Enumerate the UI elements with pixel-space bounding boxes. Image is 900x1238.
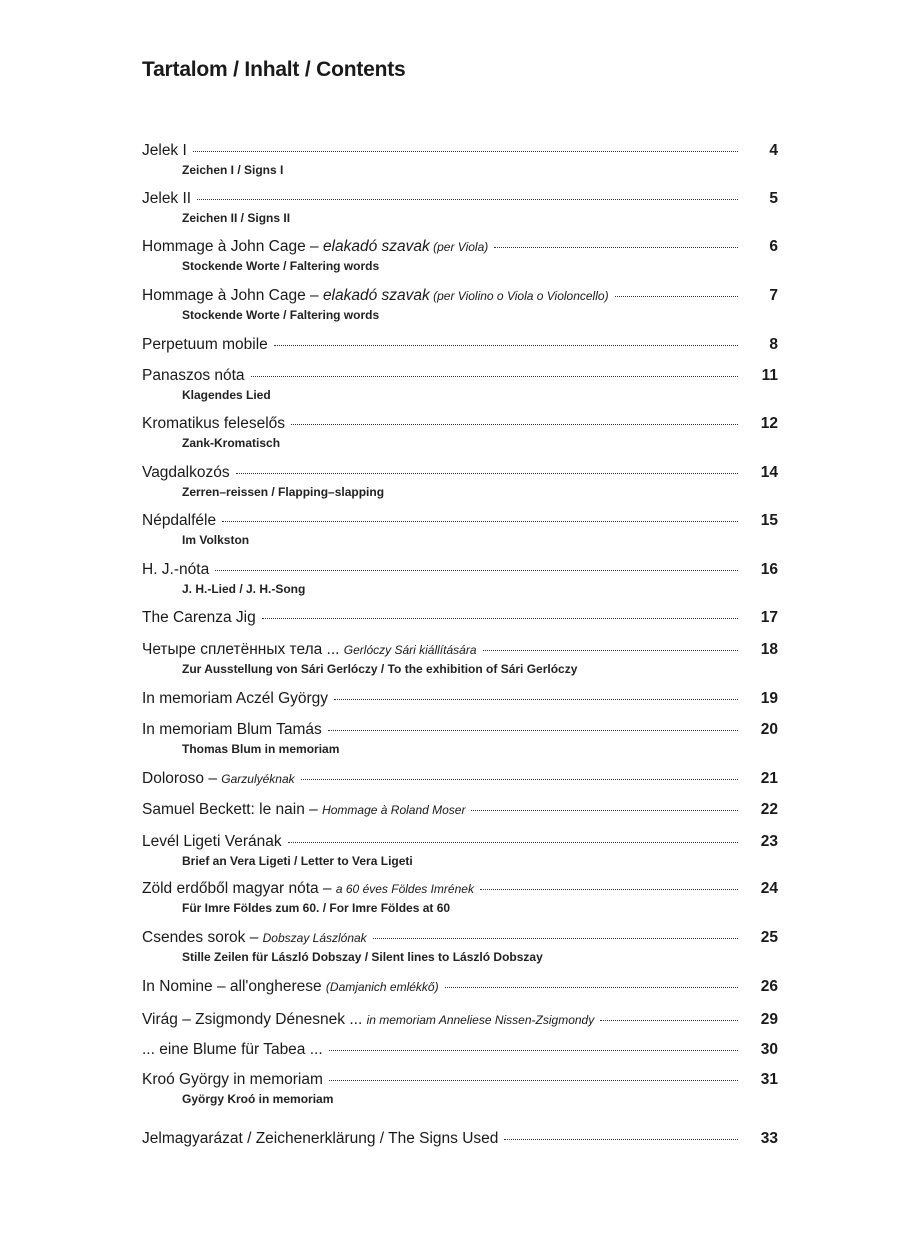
- toc-entry-subtitle: Brief an Vera Ligeti / Letter to Vera Ligeti: [182, 854, 413, 868]
- toc-entry-row: [142, 287, 778, 307]
- toc-page-number: 17: [760, 609, 778, 626]
- toc-entry: [142, 561, 778, 597]
- toc-entry: [142, 464, 778, 500]
- toc-entry-title: [142, 336, 268, 354]
- toc-entry-row: [142, 142, 778, 162]
- toc-page-number: 21: [760, 770, 778, 787]
- dot-leader: [193, 150, 738, 152]
- toc-entry-row: [142, 1071, 778, 1091]
- toc-entry-row: [142, 690, 778, 710]
- toc-entry-title: [142, 880, 474, 898]
- dot-leader: [291, 423, 738, 425]
- toc-entry-subtitle: Stockende Worte / Faltering words: [182, 259, 380, 273]
- toc-entry-row: [142, 770, 778, 790]
- toc-entry-title-main: Samuel Beckett: le nain –: [142, 801, 323, 818]
- toc-entry-row: [142, 609, 778, 629]
- dot-leader: [615, 295, 738, 297]
- toc-page-number: 24: [760, 880, 778, 897]
- toc-page-number: 23: [760, 833, 778, 850]
- toc-page-number: 7: [769, 287, 778, 304]
- toc-entry-dedication: (per Violino o Viola o Violoncello): [429, 289, 609, 303]
- toc-entry-title: [142, 801, 465, 819]
- toc-entry-title: [142, 561, 209, 579]
- toc-entry-title-italic: elakadó szavak: [322, 287, 430, 304]
- toc-page-number: 6: [769, 238, 778, 255]
- toc-entry: [142, 880, 778, 916]
- toc-entry-title-main: Hommage à John Cage –: [142, 287, 323, 304]
- toc-page-number: 22: [760, 801, 778, 818]
- toc-page-number: 20: [760, 721, 778, 738]
- toc-entry: [142, 721, 778, 757]
- toc-entry: [142, 238, 778, 274]
- toc-entry-title: [142, 367, 245, 385]
- toc-entry: [142, 1011, 778, 1031]
- toc-entry: [142, 190, 778, 226]
- toc-entry-row: [142, 929, 778, 949]
- toc-page-number: 33: [760, 1130, 778, 1147]
- toc-entry-title-main: Kromatikus feleselős: [142, 415, 286, 432]
- dot-leader: [215, 569, 738, 571]
- toc-entry-title: [142, 1041, 323, 1059]
- dot-leader: [480, 888, 738, 890]
- toc-entry-subtitle: Zeichen I / Signs I: [182, 163, 284, 177]
- dot-leader: [274, 344, 738, 346]
- toc-entry: [142, 929, 778, 965]
- toc-entry-row: [142, 880, 778, 900]
- toc-entry-title-main: Doloroso –: [142, 770, 222, 787]
- toc-entry-title: [142, 690, 328, 708]
- toc-entry-subtitle: Zank-Kromatisch: [182, 436, 281, 450]
- toc-entry-subtitle: Zeichen II / Signs II: [182, 211, 291, 225]
- toc-page-number: 16: [760, 561, 778, 578]
- toc-entry-row: [142, 978, 778, 998]
- toc-entry-title-main: Vagdalkozós: [142, 464, 230, 481]
- toc-entry-row: [142, 1041, 778, 1061]
- dot-leader: [504, 1138, 738, 1140]
- dot-leader: [222, 520, 738, 522]
- toc-page-number: 8: [769, 336, 778, 353]
- toc-entry-row: [142, 367, 778, 387]
- toc-entry-row: [142, 801, 778, 821]
- toc-entry-subtitle: Stockende Worte / Faltering words: [182, 308, 380, 322]
- toc-entry-title-main: Virág – Zsigmondy Dénesnek ...: [142, 1011, 367, 1028]
- toc-entry-dedication: a 60 éves Földes Imrének: [335, 882, 474, 896]
- toc-entry: [142, 367, 778, 403]
- toc-entry-title: [142, 833, 282, 851]
- toc-entry-dedication: Gerlóczy Sári kiállítására: [343, 643, 477, 657]
- toc-entry-row: [142, 238, 778, 258]
- toc-entry-title-main: Hommage à John Cage –: [142, 238, 323, 255]
- toc-entry: [142, 415, 778, 451]
- toc-page-number: 31: [760, 1071, 778, 1088]
- toc-entry: [142, 609, 778, 629]
- toc-entry-row: [142, 415, 778, 435]
- toc-entry-title: [142, 929, 367, 947]
- toc-entry-title: [142, 287, 609, 305]
- toc-entry-row: [142, 833, 778, 853]
- toc-entry-subtitle: J. H.-Lied / J. H.-Song: [182, 582, 306, 596]
- toc-entry-title-italic: elakadó szavak: [322, 238, 430, 255]
- toc-page-number: 12: [760, 415, 778, 432]
- toc-entry-title-main: Csendes sorok –: [142, 929, 263, 946]
- toc-entry: [142, 770, 778, 790]
- toc-page-number: 19: [760, 690, 778, 707]
- toc-entry: [142, 287, 778, 323]
- toc-entry-title-main: Perpetuum mobile: [142, 336, 268, 353]
- dot-leader: [262, 617, 738, 619]
- toc-page-number: 14: [760, 464, 778, 481]
- toc-entry-title-main: H. J.-nóta: [142, 561, 210, 578]
- dot-leader: [334, 698, 738, 700]
- toc-entry-title: [142, 721, 322, 739]
- toc-entry-title: [142, 609, 256, 627]
- toc-entry-subtitle: Thomas Blum in memoriam: [182, 742, 340, 756]
- dot-leader: [301, 778, 738, 780]
- toc-entry-title: [142, 415, 285, 433]
- toc-entry-title: [142, 1071, 323, 1089]
- toc-page-number: 30: [760, 1041, 778, 1058]
- toc-entry-dedication: (Damjanich emlékkő): [325, 980, 439, 994]
- toc-entry-title-main: Jelmagyarázat / Zeichenerklärung / The Signs Used: [142, 1130, 499, 1147]
- toc-entry-title-main: The Carenza Jig: [142, 609, 256, 626]
- toc-entry-title: [142, 978, 439, 996]
- toc-entry-title-main: Четыре сплетённых тела ...: [142, 641, 344, 658]
- toc-entry: [142, 833, 778, 869]
- toc-entry-title-main: Jelek I: [142, 142, 187, 159]
- toc-entry-title: [142, 770, 295, 788]
- toc-entry-subtitle: Zerren–reissen / Flapping–slapping: [182, 485, 385, 499]
- toc-entry-title: [142, 641, 477, 659]
- toc-entry: [142, 336, 778, 356]
- toc-entry-title: [142, 1130, 498, 1148]
- toc-entry-title: [142, 142, 187, 160]
- toc-entry-dedication: Hommage à Roland Moser: [322, 803, 466, 817]
- dot-leader: [329, 1079, 738, 1081]
- page-title: Tartalom / Inhalt / Contents: [142, 58, 406, 81]
- toc-entry: [142, 512, 778, 548]
- toc-entry: [142, 142, 778, 178]
- toc-entry-title-main: In memoriam Aczél György: [142, 690, 329, 707]
- toc-entry-subtitle: György Kroó in memoriam: [182, 1092, 334, 1106]
- toc-page-number: 15: [760, 512, 778, 529]
- toc-entry-title-main: Panaszos nóta: [142, 367, 245, 384]
- dot-leader: [328, 729, 738, 731]
- toc-entry-title: [142, 512, 216, 530]
- toc-entry-subtitle: Für Imre Földes zum 60. / For Imre Földes at 60: [182, 901, 451, 915]
- toc-entry-row: [142, 1011, 778, 1031]
- toc-entry-row: [142, 190, 778, 210]
- toc-entry-row: [142, 561, 778, 581]
- toc-entry-title-main: In memoriam Blum Tamás: [142, 721, 322, 738]
- toc-entry: [142, 690, 778, 710]
- dot-leader: [494, 246, 738, 248]
- toc-entry: [142, 801, 778, 821]
- dot-leader: [236, 472, 738, 474]
- dot-leader: [483, 649, 739, 651]
- toc-entry-subtitle: Im Volkston: [182, 533, 250, 547]
- toc-entry-subtitle: Stille Zeilen für László Dobszay / Silent lines to László Dobszay: [182, 950, 543, 964]
- toc-entry-title-main: ... eine Blume für Tabea ...: [142, 1041, 323, 1058]
- toc-page-number: 5: [769, 190, 778, 207]
- dot-leader: [251, 375, 738, 377]
- toc-page-number: 26: [760, 978, 778, 995]
- toc-entry-row: [142, 721, 778, 741]
- toc-page-number: 25: [760, 929, 778, 946]
- toc-entry-title-main: In Nomine – all'ongherese: [142, 978, 326, 995]
- toc-entry-title: [142, 1011, 594, 1029]
- toc-entry: [142, 1130, 778, 1150]
- dot-leader: [373, 937, 738, 939]
- toc-entry-title: [142, 190, 191, 208]
- toc-entry-title-main: Zöld erdőből magyar nóta –: [142, 880, 336, 897]
- toc-entry-subtitle: Zur Ausstellung von Sári Gerlóczy / To the exhibition of Sári Gerlóczy: [182, 662, 578, 676]
- toc-page-number: 11: [761, 367, 778, 384]
- toc-entry-title-main: Népdalféle: [142, 512, 217, 529]
- toc-entry-title: [142, 238, 488, 256]
- dot-leader: [471, 809, 738, 811]
- toc-entry-title-main: Kroó György in memoriam: [142, 1071, 323, 1088]
- dot-leader: [197, 198, 738, 200]
- toc-entry: [142, 641, 778, 677]
- dot-leader: [445, 986, 738, 988]
- toc-entry-subtitle: Klagendes Lied: [182, 388, 271, 402]
- toc-page-number: 18: [760, 641, 778, 658]
- toc-entry-dedication: Garzulyéknak: [221, 772, 295, 786]
- toc-entry-title: [142, 464, 230, 482]
- toc-entry-dedication: in memoriam Anneliese Nissen-Zsigmondy: [366, 1013, 595, 1027]
- toc-entry-row: [142, 1130, 778, 1150]
- toc-entry: [142, 978, 778, 998]
- toc-entry-dedication: Dobszay Lászlónak: [262, 931, 367, 945]
- dot-leader: [288, 841, 738, 843]
- toc-entry-title-main: Levél Ligeti Verának: [142, 833, 282, 850]
- toc-entry-dedication: (per Viola): [429, 240, 489, 254]
- toc-page-number: 29: [760, 1011, 778, 1028]
- toc-entry-row: [142, 641, 778, 661]
- toc-entry-row: [142, 512, 778, 532]
- toc-entry-row: [142, 464, 778, 484]
- toc-entry-title-main: Jelek II: [142, 190, 192, 207]
- toc-entry-row: [142, 336, 778, 356]
- dot-leader: [600, 1019, 738, 1021]
- toc-entry: [142, 1071, 778, 1107]
- toc-entry: [142, 1041, 778, 1061]
- toc-page-number: 4: [769, 142, 778, 159]
- dot-leader: [329, 1049, 738, 1051]
